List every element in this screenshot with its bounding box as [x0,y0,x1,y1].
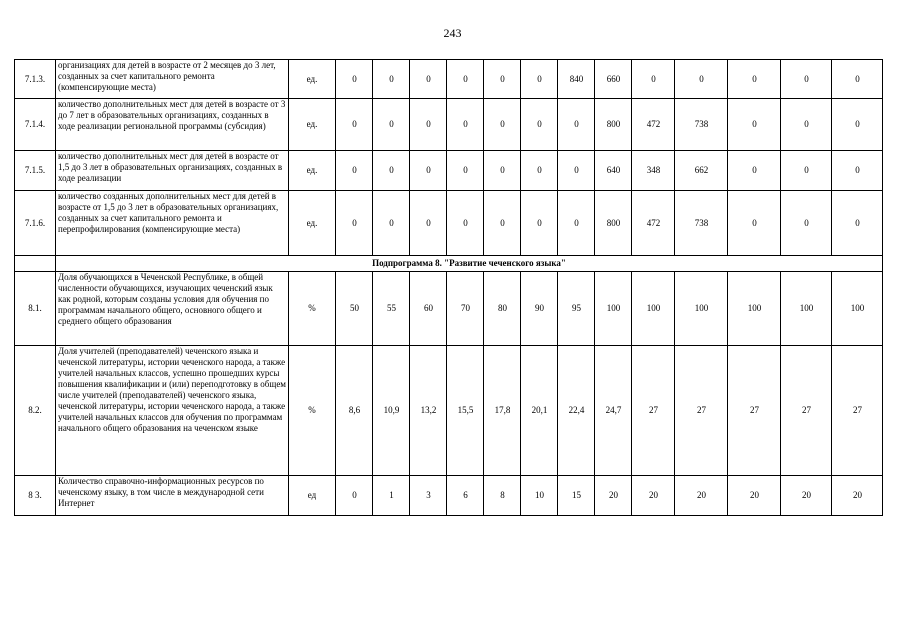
value-cell: 80 [484,272,521,346]
value-cell: 0 [832,151,883,191]
value-cell: 0 [410,99,447,151]
row-code: 8.1. [15,272,56,346]
value-cell: 472 [632,99,675,151]
value-cell: 8,6 [336,346,373,476]
table-row [15,60,883,99]
value-cell: 27 [675,346,728,476]
row-code: 7.1.4. [15,99,56,151]
value-cell: 0 [336,99,373,151]
value-cell: 660 [595,60,632,99]
value-cell: 20 [832,476,883,516]
value-cell: 0 [484,151,521,191]
value-cell: 1 [373,476,410,516]
value-cell: 24,7 [595,346,632,476]
value-cell: 0 [373,99,410,151]
value-cell: 22,4 [558,346,595,476]
value-cell: 100 [675,272,728,346]
value-cell: 0 [336,476,373,516]
subprogram-title: Подпрограмма 8. "Развитие чеченского языка" [56,256,883,272]
value-cell: 0 [373,60,410,99]
row-unit: ед [289,476,336,516]
row-description: количество дополнительных мест для детей в возрасте от 1,5 до 3 лет в образовательных организациях, созданных в ходе реализации [56,151,289,191]
value-cell: 0 [336,191,373,256]
value-cell: 27 [728,346,781,476]
value-cell: 0 [336,151,373,191]
value-cell: 27 [832,346,883,476]
value-cell: 0 [558,191,595,256]
value-cell: 20 [728,476,781,516]
value-cell: 15 [558,476,595,516]
value-cell: 0 [447,60,484,99]
value-cell: 0 [832,99,883,151]
row-description: Количество справочно-информационных ресурсов по чеченскому языку, в том числе в международной сети Интернет [56,476,289,516]
value-cell: 0 [558,151,595,191]
value-cell: 640 [595,151,632,191]
value-cell: 0 [632,60,675,99]
row-unit: % [289,272,336,346]
value-cell: 6 [447,476,484,516]
row-description: Доля учителей (преподавателей) чеченского языка и чеченской литературы, истории чеченского народа, а также учителей начальных классов, успешно прошедших курсы повышения квалификации и (или) переподготовку в общем числе учителей (преподавателей) чеченского языка, чеченской литературы, истории чеченского народа, а также учителей начальных классов для обучения по программам начального общего образования на чеченском языке [56,346,289,476]
value-cell: 60 [410,272,447,346]
value-cell: 0 [728,60,781,99]
value-cell: 27 [781,346,832,476]
value-cell: 70 [447,272,484,346]
rows-before [15,60,883,256]
value-cell: 0 [373,191,410,256]
table-row [15,151,883,191]
value-cell: 100 [595,272,632,346]
value-cell: 100 [728,272,781,346]
row-code: 8.2. [15,346,56,476]
value-cell: 0 [410,151,447,191]
value-cell: 0 [484,60,521,99]
table-row [15,191,883,256]
value-cell: 0 [410,60,447,99]
value-cell: 0 [781,99,832,151]
value-cell: 0 [410,191,447,256]
row-description: Доля обучающихся в Чеченской Республике, в общей численности обучающихся, изучающих чеченский язык как родной, которым созданы условия для обучения по программам начального общего, основного общего и среднего общего образования [56,272,289,346]
row-unit: ед. [289,60,336,99]
page-number: 243 [443,26,462,40]
value-cell: 50 [336,272,373,346]
value-cell: 0 [728,151,781,191]
row-description: организациях для детей в возрасте от 2 месяцев до 3 лет, созданных за счет капитального ремонта (компенсирующие места) [56,60,289,99]
row-unit: % [289,346,336,476]
value-cell: 0 [521,191,558,256]
table-row [15,99,883,151]
value-cell: 10,9 [373,346,410,476]
value-cell: 3 [410,476,447,516]
subprogram-code-cell [15,256,56,272]
value-cell: 0 [781,60,832,99]
value-cell: 90 [521,272,558,346]
value-cell: 0 [373,151,410,191]
value-cell: 15,5 [447,346,484,476]
value-cell: 13,2 [410,346,447,476]
value-cell: 100 [781,272,832,346]
table-row [15,476,883,516]
value-cell: 472 [632,191,675,256]
value-cell: 20 [675,476,728,516]
value-cell: 0 [832,60,883,99]
value-cell: 0 [447,151,484,191]
value-cell: 27 [632,346,675,476]
value-cell: 0 [521,151,558,191]
row-code: 7.1.5. [15,151,56,191]
subprogram-row [15,256,883,272]
value-cell: 0 [675,60,728,99]
value-cell: 100 [832,272,883,346]
row-unit: ед. [289,191,336,256]
value-cell: 20 [595,476,632,516]
row-code: 7.1.3. [15,60,56,99]
value-cell: 348 [632,151,675,191]
value-cell: 0 [728,99,781,151]
row-description: количество созданных дополнительных мест для детей в возрасте от 1,5 до 3 лет в образовательных организациях, созданных за счет капитального ремонта и перепрофилирования (компенсирующие места) [56,191,289,256]
value-cell: 8 [484,476,521,516]
value-cell: 0 [447,99,484,151]
table-row [15,346,883,476]
value-cell: 55 [373,272,410,346]
value-cell: 800 [595,191,632,256]
value-cell: 0 [521,99,558,151]
row-unit: ед. [289,151,336,191]
value-cell: 0 [728,191,781,256]
value-cell: 840 [558,60,595,99]
value-cell: 0 [484,99,521,151]
value-cell: 0 [484,191,521,256]
value-cell: 0 [781,191,832,256]
value-cell: 17,8 [484,346,521,476]
row-code: 8 3. [15,476,56,516]
row-unit: ед. [289,99,336,151]
value-cell: 0 [781,151,832,191]
value-cell: 95 [558,272,595,346]
row-description: количество дополнительных мест для детей в возрасте от 3 до 7 лет в образовательных организациях, созданных в ходе реализации региональной программы (субсидия) [56,99,289,151]
value-cell: 0 [558,99,595,151]
value-cell: 20,1 [521,346,558,476]
value-cell: 0 [447,191,484,256]
value-cell: 100 [632,272,675,346]
table-row [15,272,883,346]
value-cell: 800 [595,99,632,151]
value-cell: 20 [781,476,832,516]
value-cell: 0 [336,60,373,99]
value-cell: 738 [675,191,728,256]
indicators-table [14,59,883,516]
rows-after [15,272,883,516]
value-cell: 0 [832,191,883,256]
value-cell: 738 [675,99,728,151]
value-cell: 662 [675,151,728,191]
row-code: 7.1.6. [15,191,56,256]
value-cell: 10 [521,476,558,516]
value-cell: 20 [632,476,675,516]
value-cell: 0 [521,60,558,99]
